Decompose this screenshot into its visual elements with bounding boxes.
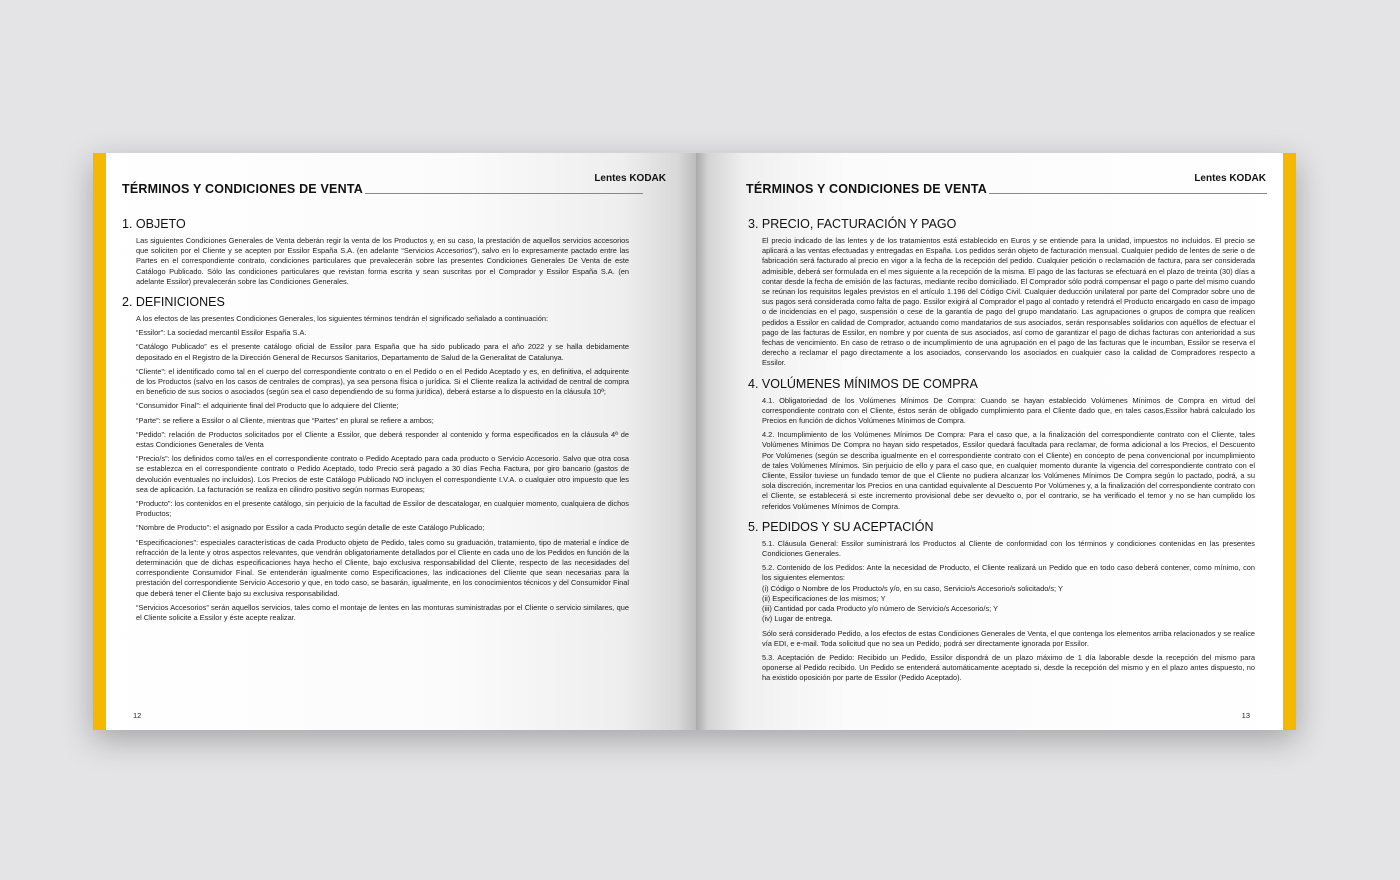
- paragraph: Sólo será considerado Pedido, a los efectos de estas Condiciones Generales de Venta, el que contenga los elementos arriba relacionados y se realice vía EDI, e e-mail. Toda solicitud que no sea un Pedido, podrá ser directamente ignorada por Essilor.: [762, 628, 1256, 648]
- section-heading: 2. DEFINICIONES: [122, 295, 225, 310]
- title-row: [746, 182, 1267, 196]
- list-item: (ii) Especificaciones de los mismos; Y: [762, 593, 886, 603]
- title-row: [122, 182, 643, 196]
- section-precio: [748, 217, 1255, 369]
- section-heading: 1. OBJETO: [122, 217, 186, 231]
- paragraph: 5.1. Cláusula General: Essilor suministrará los Productos al Cliente de conformidad con los términos y condiciones contenidas en las presentes Condiciones Generales.: [762, 538, 1255, 559]
- title-rule: [989, 193, 1267, 194]
- section-heading: 3. PRECIO, FACTURACIÓN Y PAGO: [748, 217, 957, 231]
- brand-label: Lentes KODAK: [1194, 173, 1266, 184]
- paragraph: “Cliente”: el identificado como tal en el cuerpo del correspondiente contrato o en el Pedido o en el Pedido Aceptado y es, en definitiva, el adquirente de los Productos (salvo en los casos de centrales de compras), ya sea persona física o jurídica. Si el Cliente realiza la actividad de central de compra en beneficio de sus socios o asociados (según sea el caso dependiendo de su forma jurídica), deberá estarse a lo dispuesto en la cláusula 10ª;: [136, 366, 629, 397]
- right-accent-stripe: [1283, 153, 1296, 730]
- paragraph: 4.1. Obligatoriedad de los Volúmenes Mínimos De Compra: Cuando se hayan establecido Volúmenes Mínimos de Compra en virtud del correspondiente contrato con el Cliente, éstos serán de obligado cumplimiento para el Cliente dado que, en tales casos,Essilor habrá calculado los Precios en función de dichos Volúmenes Mínimos de Compra.: [762, 395, 1255, 426]
- paragraph: Las siguientes Condiciones Generales de Venta deberán regir la venta de los Productos y, en su caso, la prestación de aquellos servicios accesorios que soliciten por el Cliente y se acepten por Essilor España S.A. (en adelante “Servicios Accesorios”), salvo en lo expresamente pactado entre las Partes en el correspondiente contrato, condiciones particulares que prevalecerán sobre las presentes Condiciones Generales De Venta de este Catálogo Publicado. Sólo las condiciones particulares que revistan forma escrita y sean suscritas por el Comprador y Essilor España S.A. (en adelante Essilor) prevalecerán sobre las Condiciones Generales.: [136, 236, 629, 286]
- list-item: (iii) Cantidad por cada Producto y/o número de Servicio/s Accesorio/s; Y: [762, 604, 999, 614]
- left-content: [122, 217, 629, 631]
- paragraph: “Consumidor Final”: el adquiriente final del Producto que lo adquiere del Cliente;: [136, 401, 399, 411]
- paragraph: “Nombre de Producto”: el asignado por Essilor a cada Producto según detalle de este Catálogo Publicado;: [136, 523, 485, 533]
- section-definiciones: [122, 295, 629, 623]
- page-number: 12: [133, 711, 142, 720]
- list-item: (i) Código o Nombre de los Producto/s y/o, en su caso, Servicio/s Accesorio/s solicitado/s; Y: [762, 583, 1063, 593]
- brand-label: Lentes KODAK: [594, 173, 666, 184]
- right-content: [748, 217, 1255, 692]
- paragraph: “Especificaciones”: especiales características de cada Producto objeto de Pedido, tales como su graduación, tratamiento, tipo de material e índice de refracción de la lente y otros aspectos relevantes, que vendrán obligatoriamente detallados por el Cliente en cada uno de los Pedidos en función de la determinación que de dichas especificaciones haya hecho el Cliente, bajo exclusiva responsabilidad del Cliente, respecto de las necesidades del correspondiente Consumidor Final. Se entenderán igualmente como Especificaciones, las indicaciones del Cliente que sean necesarias para la prestación del correspondiente Servicio Accesorio y que, en todo caso, se basarán, igualmente, en los conocimientos técnicos y del Consumidor Final que deberá tener el Cliente bajo su exclusiva responsabilidad.: [136, 537, 629, 598]
- left-accent-stripe: [93, 153, 106, 730]
- paragraph: A los efectos de las presentes Condiciones Generales, los siguientes términos tendrán el significado señalado a continuación:: [136, 314, 549, 324]
- section-objeto: [122, 217, 629, 287]
- page-title: TÉRMINOS Y CONDICIONES DE VENTA: [746, 182, 987, 196]
- section-heading: 4. VOLÚMENES MÍNIMOS DE COMPRA: [748, 376, 978, 391]
- paragraph: El precio indicado de las lentes y de los tratamientos está establecido en Euros y se entiende para la unidad, impuestos no incluidos. El precio se aplicará a las ventas efectuadas y entregadas en España. Los pedidos serán objeto de facturación mensual. Cualquier pedido de lentes de serie o de fabricación será facturado al precio en vigor a la fecha de la recepción del pedido. Cualquier petición o reclamación de factura, para ser considerada admisible, deberá ser formulada en el mes siguiente a la recepción de la misma. El pago de las facturas se efectuará en el plazo de treinta (30) días a contar desde la fecha de emisión de las facturas, mediante recibo domiciliado. El Comprador sólo podrá compensar el pago o parte del mismo cuando se reúnan los requisitos legales previstos en el artículo 1.196 del Código Civil. Cualquier deducción unilateral por parte del Comprador sobre uno de sus pagos será considerada como falta de pago. Essilor exigirá al Comprador el pago al contado y retendrá el Producto encargado en caso de impago o de incidencias en el pago, suspensión o cese de la garantía de pago del grupo mandatario. Las agrupaciones o grupos de compra que realicen pedidos a Essilor en calidad de Comprador, actuando como mandatarios de sus asociados, serán responsables solidarios con aquéllos de efectuar el pago de las facturas de Essilor, en nombre y por cuenta de sus asociados, así como de garantizar el pago de dichas facturas con anterioridad a sus fechas de vencimiento. En caso de retraso o de incumplimiento de una agrupación en el pago de las facturas que le incumban, Essilor se reserva el derecho a reclamar el pago directamente a los asociados, conservando los asociados en cualquier caso la calidad de Compradores respecto a Essilor.: [762, 236, 1256, 368]
- paragraph: “Servicios Accesorios” serán aquellos servicios, tales como el montaje de lentes en las monturas suministradas por el Cliente o servicio similares, que el Cliente solicite a Essilor y éste acepte realizar.: [136, 602, 629, 623]
- page-title: TÉRMINOS Y CONDICIONES DE VENTA: [122, 182, 363, 196]
- paragraph: “Pedido”: relación de Productos solicitados por el Cliente a Essilor, que deberá responder al contenido y forma especificados en la cláusula 4ª de estas Condiciones Generales de Venta: [136, 429, 629, 450]
- paragraph: “Producto”: los contenidos en el presente catálogo, sin perjuicio de la facultad de Essilor de descatalogar, en cualquier momento, cualquiera de dichos Productos;: [136, 499, 629, 519]
- paragraph: “Precio/s”: los definidos como tal/es en el correspondiente contrato o Pedido Aceptado para cada producto o Servicio Accesorio. Salvo que otra cosa se establezca en el correspondiente contrato o Pedido Aceptado, todo Precio será pagado a 30 días Fecha Factura, por giro bancario (gastos de devolución eventuales no incluidos). Los Precios de este Catálogo Publicado NO incluyen el correspondiente I.V.A. o cualquier otro impuesto que les sea de aplicación. La facturación se realiza en cilindro positivo según normas Europeas;: [136, 454, 629, 494]
- section-volumenes: [748, 377, 1255, 512]
- left-page: [93, 153, 696, 730]
- paragraph: “Catálogo Publicado” es el presente catálogo oficial de Essilor para España que ha sido publicado para el año 2022 y se halla debidamente depositado en el Registro de la Dirección General de Recursos Sanitarios, Departamento de Salud de la Generalitat de Catalunya.: [136, 342, 629, 362]
- paragraph: “Parte”: se refiere a Essilor o al Cliente, mientras que “Partes” en plural se refiere a ambos;: [136, 415, 434, 425]
- title-rule: [365, 193, 643, 194]
- paragraph: 4.2. Incumplimiento de los Volúmenes Mínimos De Compra: Para el caso que, a la finalización del correspondiente contrato con el Cliente, tales Volúmenes Mínimos De Compra no hayan sido respetados, Essilor quedará facultada para reclamar, de forma adicional a los Precios, el Descuento Por Volúmenes (según se describa igualmente en el correspondiente contrato con el Cliente) en concepto de pena convencional por incumplimiento de tales Volúmenes Mínimos. Sin perjuicio de ello y para el caso que, en cualquier momento durante la vigencia del correspondiente contrato con el Cliente, Essilor tuviese un fundado temor de que el Cliente no pudiera alcanzar los Volúmenes Mínimos De Compra según lo pactado, podrá, a su sola discreción, incrementar los Precios en una cantidad equivalente al Descuento Por Volúmenes y, a la finalización del correspondiente contrato con el Cliente, se establecerá si este incremento provisional debe ser devuelto o, por el contrario, se ha verificado el temor y no se han cumplido los referidos Volúmenes Mínimos de Compra.: [762, 430, 1255, 511]
- section-heading: 5. PEDIDOS Y SU ACEPTACIÓN: [748, 519, 934, 534]
- page-number: 13: [1241, 711, 1250, 720]
- brochure-spread: [93, 153, 1296, 730]
- section-pedidos: [748, 520, 1255, 684]
- list-item: (iv) Lugar de entrega.: [762, 614, 833, 624]
- paragraph: “Essilor”: La sociedad mercantil Essilor España S.A.: [136, 328, 307, 338]
- right-page: [696, 153, 1296, 730]
- paragraph: 5.2. Contenido de los Pedidos: Ante la necesidad de Producto, el Cliente realizará un Pedido que en todo caso deberá contener, como mínimo, con los siguientes elementos:: [762, 563, 1255, 583]
- paragraph: 5.3. Aceptación de Pedido: Recibido un Pedido, Essilor dispondrá de un plazo máximo de 1 día laborable desde la recepción del mismo para oponerse al Pedido recibido. Un Pedido se entenderá automáticamente aceptado si, desde la recepción del mismo y en el plazo antes dispuesto, no ha existido oposición por parte de Essilor (Pedido Aceptado).: [762, 652, 1255, 683]
